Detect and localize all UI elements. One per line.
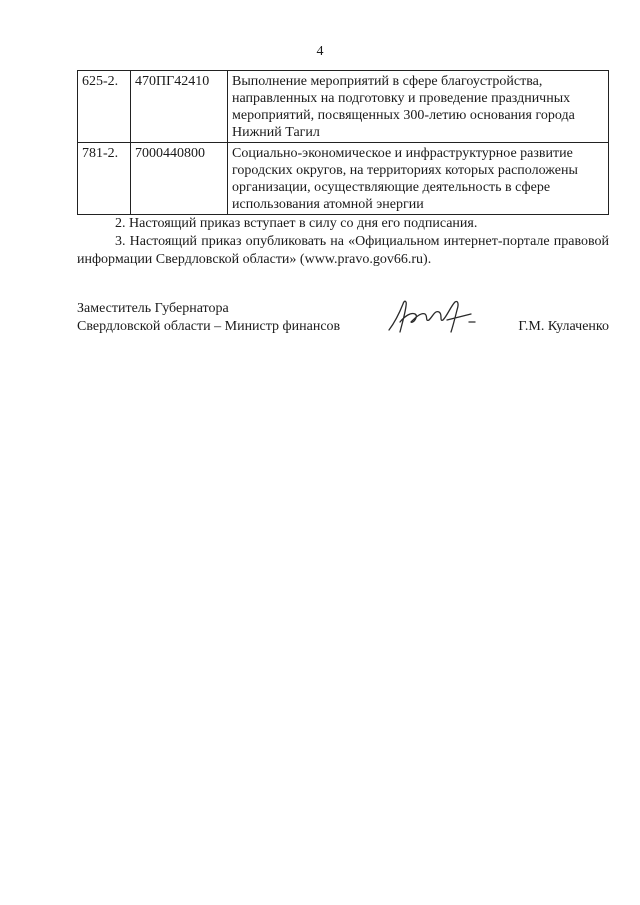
clause-3: 3. Настоящий приказ опубликовать на «Официальном интернет-портале правовой информации Свердловской области» (www.pravo.gov66.ru). <box>77 234 609 267</box>
signature-block <box>77 300 609 344</box>
table-row <box>78 143 609 215</box>
clause-2: 2. Настоящий приказ вступает в силу со дня его подписания. <box>115 216 478 231</box>
row-code: 7000440800 <box>131 143 228 215</box>
position-line-1: Заместитель Губернатора <box>77 301 229 316</box>
page-number: 4 <box>316 44 324 59</box>
handwritten-signature <box>385 292 481 338</box>
row-description: Социально-экономическое и инфраструктурное развитие городских округов, на территориях которых расположены организации, осуществляющие деятельность в сфере использования атомной энергии <box>228 143 609 215</box>
budget-codes-table <box>77 70 609 215</box>
row-code: 470ПГ42410 <box>131 71 228 143</box>
signatory-name: Г.М. Кулаченко <box>518 319 609 334</box>
row-number: 781-2. <box>78 143 131 215</box>
row-description: Выполнение мероприятий в сфере благоустройства, направленных на подготовку и проведение праздничных мероприятий, посвященных 300-летию основания города Нижний Тагил <box>228 71 609 143</box>
table-row <box>78 71 609 143</box>
position-line-2: Свердловской области – Министр финансов <box>77 319 341 334</box>
order-clauses <box>77 215 609 269</box>
row-number: 625-2. <box>78 71 131 143</box>
